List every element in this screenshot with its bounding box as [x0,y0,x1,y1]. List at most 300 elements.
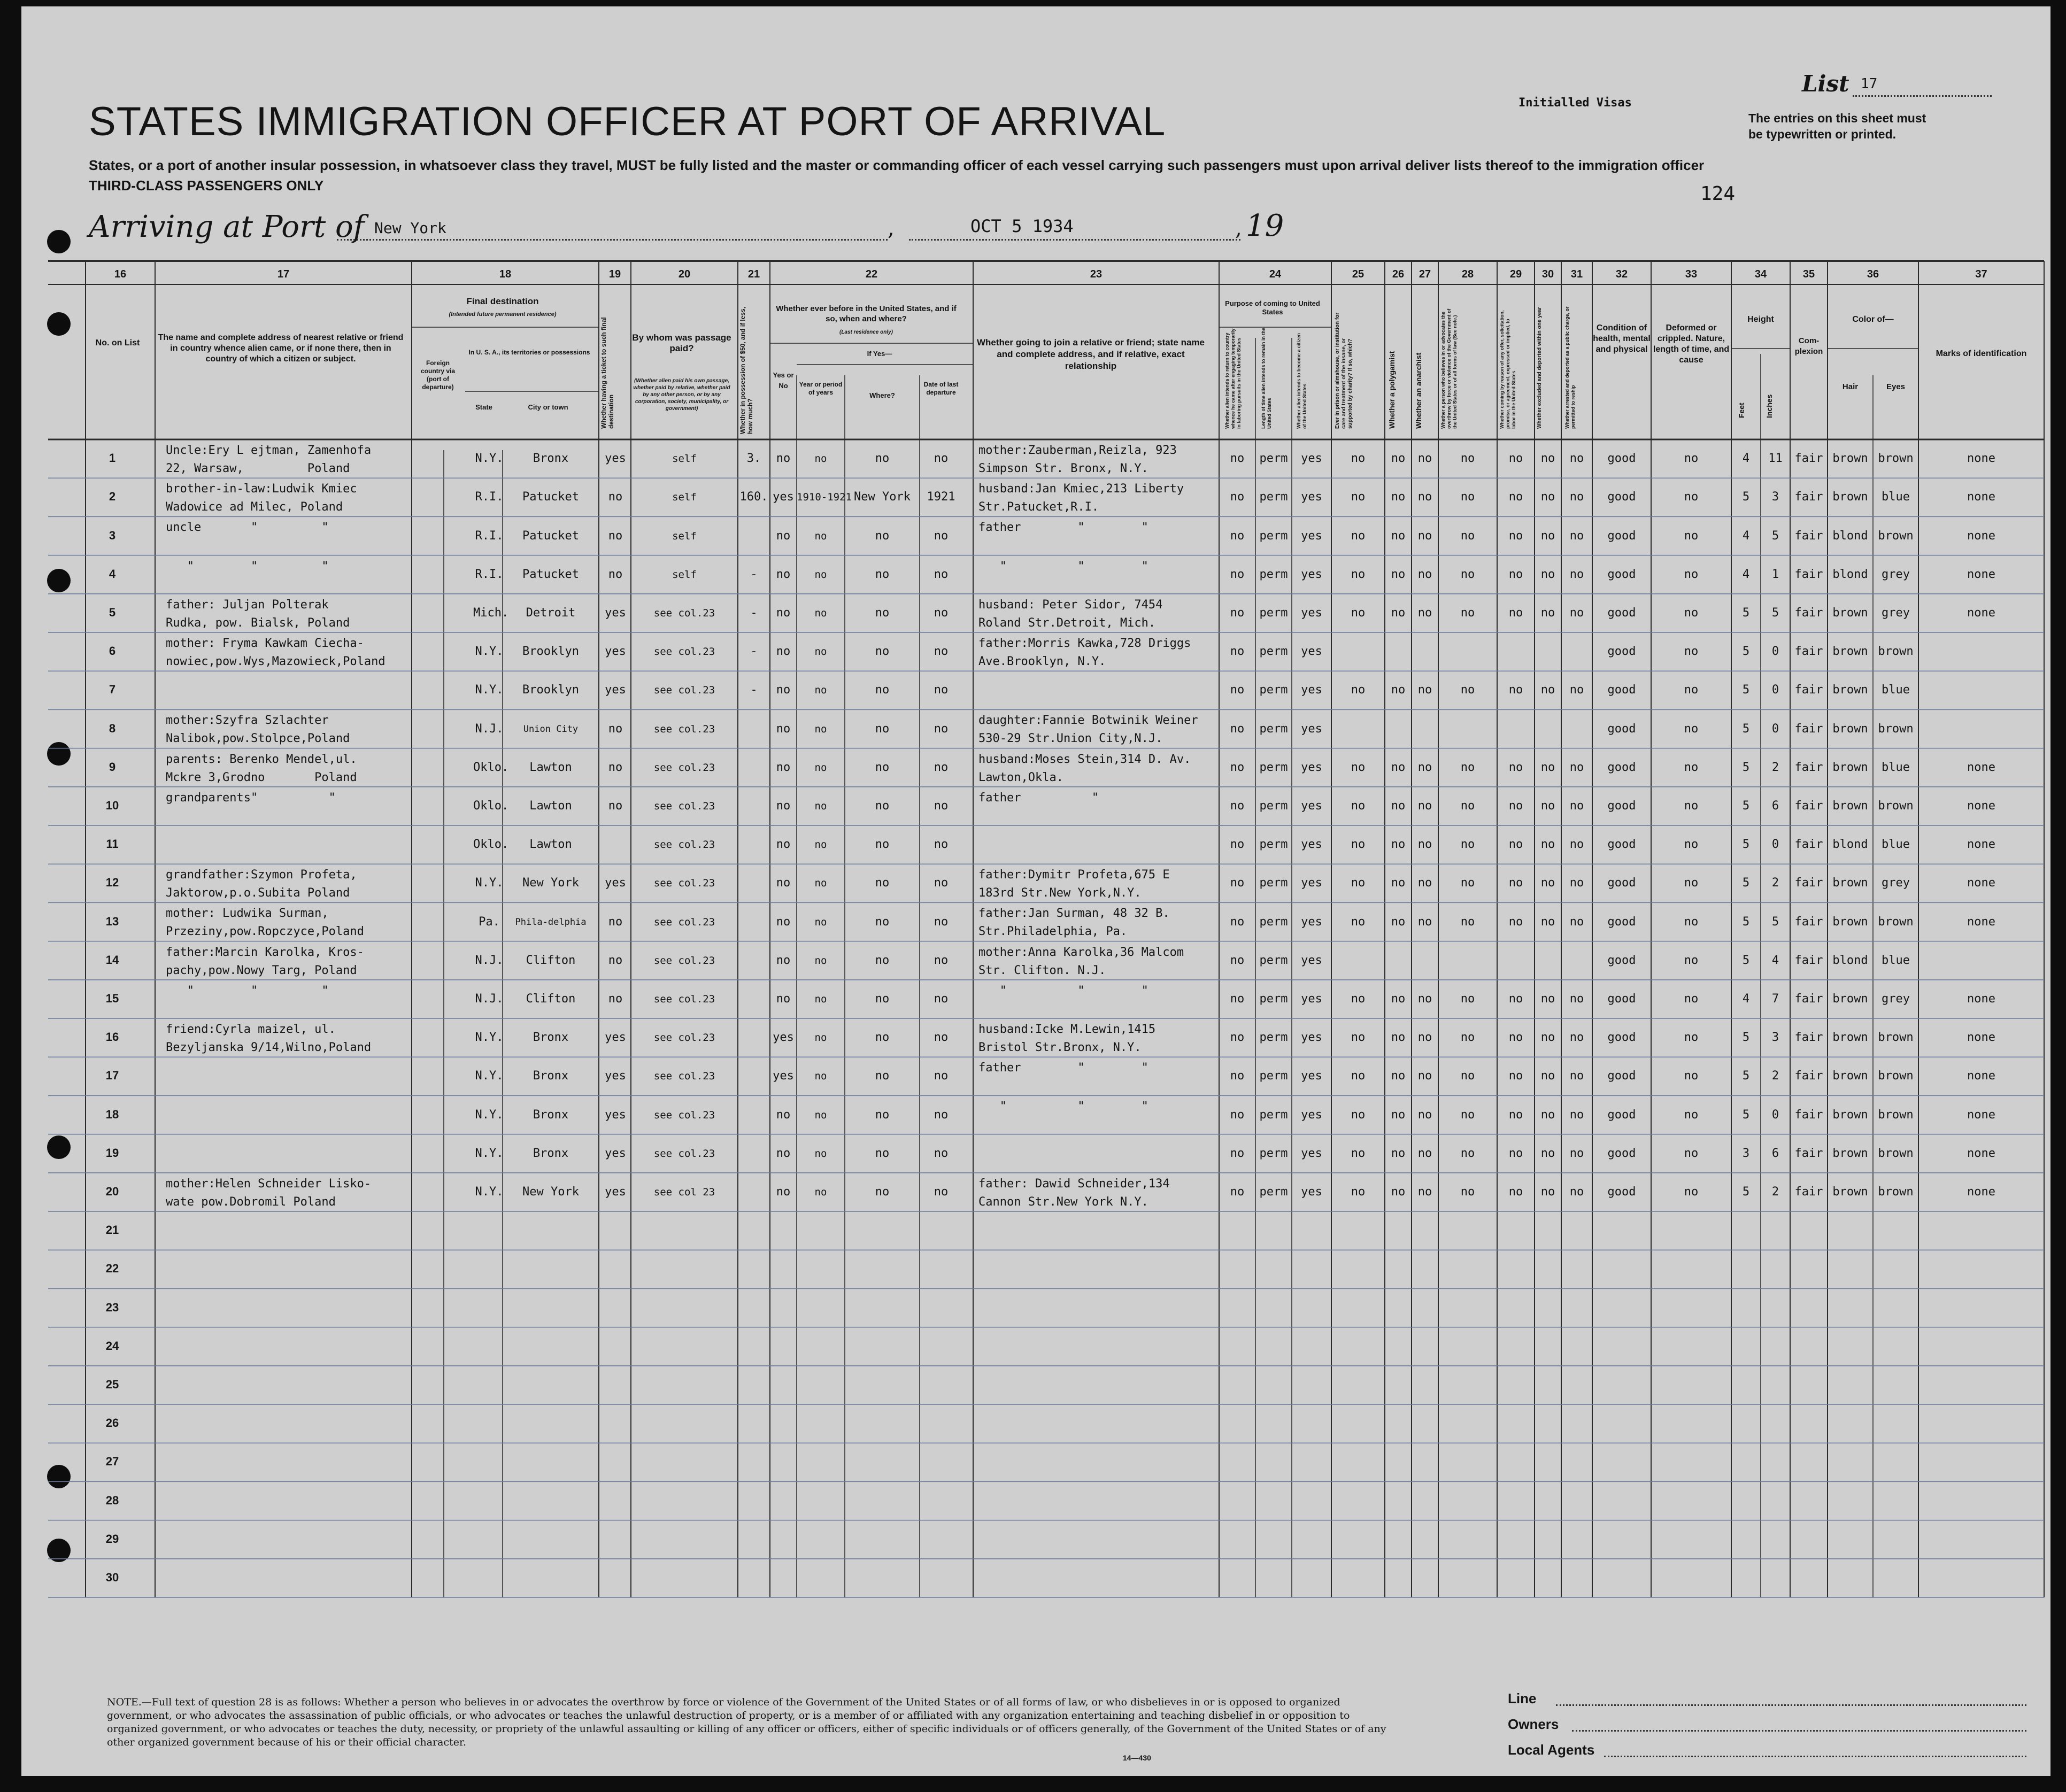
cell-feet: 4 [1742,529,1750,543]
cell-dep: no [934,567,949,581]
cell-len: perm [1259,529,1288,543]
cell-len: perm [1259,645,1288,659]
column-number: 30 [1541,268,1554,280]
cell-excl: no [1540,1146,1555,1160]
cell-over: no [1460,760,1475,774]
header-health: Condition of health, mental and physical [1593,323,1651,354]
cell-year: no [814,1070,827,1083]
cell-inches: 7 [1771,992,1779,1006]
cell-depo: no [1569,567,1584,581]
cell-ret: no [1230,992,1245,1006]
cell-inches: 0 [1771,683,1779,697]
cell-year: no [814,568,827,581]
cell-dep: no [934,876,949,890]
column-number: 22 [865,268,878,280]
cell-complexion: fair [1794,1031,1823,1045]
cell-rel2: Jaktorow,p.o.Subita Poland [166,886,350,900]
header-hair: Hair [1842,382,1859,391]
cell-hair: blond [1832,567,1868,581]
cell-health: good [1607,1108,1636,1122]
cell-offer: no [1508,490,1523,504]
cell-money: - [750,683,758,697]
cell-prison: no [1351,876,1366,890]
cell-deformed: no [1684,1031,1699,1045]
header-join-relative: Whether going to join a relative or friend; state name and complete address, and if relative, exact relationship [976,337,1205,371]
cell-anar: no [1417,452,1432,466]
cell-len: perm [1259,1185,1288,1199]
header-ever-before-sub: (Last residence only) [839,329,893,335]
cell-deformed: no [1684,567,1699,581]
cell-health: good [1607,567,1636,581]
cell-anar: no [1417,1185,1432,1199]
cell-anar: no [1417,606,1432,620]
cell-state: Mich. [473,606,509,620]
cell-join1: husband:Moses Stein,314 D. Av. [978,752,1191,766]
cell-deformed: no [1684,490,1699,504]
cell-join1: father:Dymitr Profeta,675 E [978,868,1170,882]
cell-complexion: fair [1794,490,1823,504]
cell-health: good [1607,838,1636,852]
cell-year: no [814,839,827,851]
cell-deformed: no [1684,760,1699,774]
cell-offer: no [1508,760,1523,774]
cell-hair: brown [1832,1108,1868,1122]
cell-paid: see col.23 [653,1147,715,1160]
cell-over: no [1460,992,1475,1006]
cell-excl: no [1540,452,1555,466]
cell-health: good [1607,1146,1636,1160]
cell-ever: no [776,876,791,890]
cell-dep: no [934,1185,949,1199]
cell-eyes: grey [1882,606,1910,620]
header-excluded: Whether excluded and deported within one year [1537,307,1543,429]
cell-health: good [1607,529,1636,543]
cell-paid: see col.23 [653,993,715,1005]
cell-join1: husband:Icke M.Lewin,1415 [978,1023,1156,1036]
cell-state: R.I. [475,490,504,504]
cell-len: perm [1259,567,1288,581]
cell-where: no [875,683,890,697]
header-date-departure: Date of last departure [923,381,959,396]
cell-marks: none [1967,1185,1995,1199]
cell-complexion: fair [1794,992,1823,1006]
cell-inches: 2 [1771,1069,1779,1083]
column-number: 23 [1090,268,1103,280]
cell-feet: 5 [1742,1031,1750,1045]
cell-paid: self [672,453,697,465]
cell-excl: no [1540,683,1555,697]
cell-cit: yes [1301,1185,1322,1199]
cell-eyes: brown [1878,645,1914,659]
cell-anar: no [1417,992,1432,1006]
cell-poly: no [1391,1108,1406,1122]
cell-poly: no [1391,760,1406,774]
cell-offer: no [1508,1031,1523,1045]
cell-rel1: mother:Szyfra Szlachter [166,714,329,728]
legal-line: States, or a port of another insular possession, in whatsoever class they travel, MUST be fully listed and the master or commanding officer of each vessel carrying such passengers must upon arrival deliver lists thereof to the immigration officer [89,157,1705,173]
cell-over: no [1460,838,1475,852]
cell-marks: none [1967,1031,1995,1045]
cell-paid: see col.23 [653,1109,715,1121]
cell-prison: no [1351,606,1366,620]
cell-prison: no [1351,992,1366,1006]
cell-complexion: fair [1794,1108,1823,1122]
cell-year: no [814,1186,827,1198]
cell-complexion: fair [1794,683,1823,697]
cell-eyes: brown [1878,1185,1914,1199]
cell-paid: see col.23 [653,877,715,890]
cell-year: no [814,1109,827,1121]
cell-dep: no [934,722,949,736]
cell-complexion: fair [1794,722,1823,736]
cell-cit: yes [1301,838,1322,852]
cell-len: perm [1259,1108,1288,1122]
cell-where: no [875,529,890,543]
cell-join1: " " " [978,984,1148,998]
column-number: 24 [1269,268,1282,280]
column-number: 32 [1615,268,1628,280]
row-number: 6 [109,644,116,658]
cell-ret: no [1230,606,1245,620]
cell-prison: no [1351,1146,1366,1160]
column-number: 20 [678,268,691,280]
cell-state: N.Y. [475,1185,504,1199]
cell-prison: no [1351,760,1366,774]
cell-rel1: " " " [166,984,329,998]
header-eyes: Eyes [1886,382,1906,391]
cell-poly: no [1391,606,1406,620]
cell-inches: 4 [1771,953,1779,967]
row-number: 21 [105,1223,119,1237]
header-polygamist: Whether a polygamist [1387,351,1396,429]
cell-over: no [1460,683,1475,697]
column-number: 17 [277,268,290,280]
cell-inches: 2 [1771,1185,1779,1199]
cell-join2: Str.Patucket,R.I. [978,500,1099,514]
cell-ever: no [776,722,791,736]
cell-rel1: father: Juljan Polterak [166,598,329,612]
cell-marks: none [1967,567,1995,581]
cell-rel1: mother: Ludwika Surman, [166,907,329,921]
cell-where: no [875,953,890,967]
cell-paid: see col.23 [653,1070,715,1083]
cell-city: Clifton [526,953,576,967]
cell-hair: brown [1832,1185,1868,1199]
cell-year: no [814,1032,827,1044]
cell-dep: no [934,1146,949,1160]
cell-health: good [1607,645,1636,659]
cell-ever: no [776,645,791,659]
cell-ret: no [1230,645,1245,659]
cell-where: no [875,1146,890,1160]
cell-poly: no [1391,1185,1406,1199]
cell-ret: no [1230,1146,1245,1160]
cell-eyes: brown [1878,1108,1914,1122]
header-state: State [475,403,492,411]
cell-cit: yes [1301,1146,1322,1160]
cell-state: N.Y. [475,876,504,890]
cell-state: N.Y. [475,1108,504,1122]
cell-year: no [814,1147,827,1160]
row-number: 29 [105,1532,119,1546]
cell-len: perm [1259,915,1288,929]
cell-complexion: fair [1794,567,1823,581]
column-number: 34 [1754,268,1767,280]
cell-ever: yes [773,490,794,504]
cell-poly: no [1391,1146,1406,1160]
cell-eyes: brown [1878,1069,1914,1083]
cell-rel1: parents: Berenko Mendel,ul. [166,752,357,766]
cell-ever: no [776,953,791,967]
cell-eyes: brown [1878,1031,1914,1045]
header-height: Height [1747,315,1774,324]
cell-ticket: yes [605,1069,626,1083]
date-stamp: OCT 5 1934 [970,216,1074,236]
cell-poly: no [1391,799,1406,813]
cell-health: good [1607,1185,1636,1199]
cell-paid: see col.23 [653,1032,715,1044]
cell-health: good [1607,992,1636,1006]
header-inches: Inches [1765,394,1774,418]
cell-offer: no [1508,1108,1523,1122]
cell-hair: brown [1832,683,1868,697]
cell-where: no [875,1185,890,1199]
cell-year: no [814,954,827,967]
header-marks: Marks of identification [1936,349,2027,358]
cell-len: perm [1259,606,1288,620]
cell-city: Lawton [529,799,572,813]
cell-ticket: yes [605,645,626,659]
cell-len: perm [1259,838,1288,852]
cell-where: no [875,606,890,620]
cell-prison: no [1351,567,1366,581]
row-number: 20 [105,1184,119,1198]
cell-where: no [875,645,890,659]
class-line: THIRD-CLASS PASSENGERS ONLY [89,177,324,194]
cell-hair: brown [1832,915,1868,929]
page-title: STATES IMMIGRATION OFFICER AT PORT OF ARRIVAL [89,99,1166,144]
cell-feet: 5 [1742,915,1750,929]
cell-len: perm [1259,760,1288,774]
cell-ret: no [1230,953,1245,967]
cell-cit: yes [1301,876,1322,890]
cell-dep: no [934,838,949,852]
cell-state: Oklo. [473,760,509,774]
cell-dep: no [934,953,949,967]
cell-deformed: no [1684,452,1699,466]
entries-note: be typewritten or printed. [1748,127,1897,141]
header-in-usa: In U. S. A., its territories or possessions [468,349,590,356]
cell-ret: no [1230,1031,1245,1045]
cell-len: perm [1259,992,1288,1006]
cell-ret: no [1230,1108,1245,1122]
cell-city: Clifton [526,992,576,1006]
cell-poly: no [1391,529,1406,543]
cell-year: 1910-1921 [797,491,852,504]
cell-offer: no [1508,683,1523,697]
cell-feet: 5 [1742,683,1750,697]
cell-paid: see col.23 [653,800,715,812]
cell-depo: no [1569,799,1584,813]
cell-feet: 5 [1742,1185,1750,1199]
cell-rel1: mother: Fryma Kawkam Ciecha- [166,637,364,650]
cell-prison: no [1351,838,1366,852]
cell-year: no [814,877,827,890]
cell-feet: 5 [1742,760,1750,774]
header-arrested: Whether arrested and deported as a public charge, or permitted to reship [1564,306,1576,429]
cell-marks: none [1967,992,1995,1006]
cell-ever: no [776,992,791,1006]
cell-ticket: yes [605,452,626,466]
cell-excl: no [1540,1069,1555,1083]
header-prison: Ever in prison or almshouse, or institution for care and treatment of the insane, or supported by charity? If so, which? [1335,312,1353,429]
cell-over: no [1460,915,1475,929]
cell-anar: no [1417,1108,1432,1122]
cell-join2: Str. Clifton. N.J. [978,963,1106,977]
header-purpose: Purpose of coming to United States [1225,299,1320,316]
cell-state: R.I. [475,567,504,581]
column-number: 16 [114,268,127,280]
cell-feet: 4 [1742,567,1750,581]
cell-join1: mother:Zauberman,Reizla, 923 [978,444,1177,457]
cell-depo: no [1569,1108,1584,1122]
row-number: 15 [105,991,119,1005]
cell-prison: no [1351,529,1366,543]
cell-health: good [1607,1031,1636,1045]
cell-depo: no [1569,529,1584,543]
cell-prison: no [1351,915,1366,929]
sheet-number: 124 [1700,183,1736,205]
cell-state: N.Y. [475,645,504,659]
cell-join1: husband: Peter Sidor, 7454 [978,598,1163,612]
cell-rel2: Nalibok,pow.Stolpce,Poland [166,732,350,746]
cell-ever: no [776,606,791,620]
cell-complexion: fair [1794,953,1823,967]
cell-hair: brown [1832,722,1868,736]
cell-deformed: no [1684,1185,1699,1199]
cell-dep: no [934,606,949,620]
cell-city: Phila-delphia [515,916,587,928]
cell-state: N.J. [475,722,504,736]
cell-ticket: yes [605,1108,626,1122]
cell-offer: no [1508,606,1523,620]
cell-over: no [1460,606,1475,620]
cell-year: no [814,800,827,812]
cell-year: no [814,607,827,619]
row-number: 2 [109,490,116,504]
cell-join2: 183rd Str.New York,N.Y. [978,886,1142,900]
cell-where: no [875,799,890,813]
cell-hair: blond [1832,838,1868,852]
cell-prison: no [1351,452,1366,466]
cell-feet: 5 [1742,1108,1750,1122]
row-number: 14 [105,953,119,967]
cell-rel1: " " " [166,559,329,573]
column-number: 29 [1509,268,1522,280]
cell-ticket: yes [605,1146,626,1160]
row-number: 3 [109,528,116,542]
cell-depo: no [1569,683,1584,697]
header-anarchist: Whether an anarchist [1414,352,1423,429]
cell-cit: yes [1301,1108,1322,1122]
cell-len: perm [1259,876,1288,890]
cell-ret: no [1230,915,1245,929]
cell-complexion: fair [1794,915,1823,929]
cell-over: no [1460,1108,1475,1122]
cell-ever: no [776,1185,791,1199]
cell-cit: yes [1301,799,1322,813]
cell-health: good [1607,876,1636,890]
cell-marks: none [1967,760,1995,774]
cell-offer: no [1508,876,1523,890]
cell-offer: no [1508,1185,1523,1199]
cell-city: Lawton [529,760,572,774]
cell-feet: 3 [1742,1146,1750,1160]
header-final-destination-sub: (Intended future permanent residence) [449,311,557,318]
cell-hair: brown [1832,452,1868,466]
year-prefix: 19 [1246,208,1284,243]
column-number: 18 [499,268,512,280]
cell-where: New York [854,490,911,504]
cell-rel1: mother:Helen Schneider Lisko- [166,1177,372,1191]
column-number: 36 [1867,268,1879,280]
cell-rel2: Rudka, pow. Bialsk, Poland [166,616,350,630]
cell-paid: see col.23 [653,646,715,658]
cell-offer: no [1508,529,1523,543]
cell-ret: no [1230,567,1245,581]
cell-eyes: brown [1878,1146,1914,1160]
cell-state: N.Y. [475,452,504,466]
cell-dep: no [934,645,949,659]
cell-dep: no [934,1108,949,1122]
cell-ret: no [1230,1069,1245,1083]
cell-eyes: brown [1878,799,1914,813]
cell-cit: yes [1301,953,1322,967]
cell-ever: no [776,838,791,852]
cell-len: perm [1259,722,1288,736]
cell-offer: no [1508,838,1523,852]
cell-complexion: fair [1794,1185,1823,1199]
cell-excl: no [1540,1185,1555,1199]
cell-state: Pa. [479,915,500,929]
header-where: Where? [869,391,895,399]
cell-where: no [875,915,890,929]
row-number: 7 [109,683,116,697]
cell-depo: no [1569,452,1584,466]
cell-poly: no [1391,1069,1406,1083]
cell-anar: no [1417,1031,1432,1045]
cell-money: - [750,645,758,659]
cell-eyes: blue [1882,490,1910,504]
cell-excl: no [1540,1108,1555,1122]
cell-ever: no [776,1146,791,1160]
cell-depo: no [1569,490,1584,504]
cell-inches: 6 [1771,1146,1779,1160]
cell-join2: Str.Philadelphia, Pa. [978,925,1128,939]
cell-ever: no [776,529,791,543]
cell-ret: no [1230,760,1245,774]
row-number: 24 [105,1339,119,1353]
cell-ticket: no [608,915,623,929]
cell-offer: no [1508,452,1523,466]
header-if-yes: If Yes— [867,350,892,358]
header-city: City or town [528,403,568,411]
manifest-sheet: STATES IMMIGRATION OFFICER AT PORT OF ARRIVAL States, or a port of another insular possession, in whatsoever class they travel, MUST be fully listed and the master or commanding officer of each vessel carrying such passengers must upon arrival deliver lists thereof to the immigration officer THIRD-CLASS PASSENGERS ONLY Arriving at Port of New York , OCT 5 1934 , 19 Initialled Visas List 17 The entries on this sheet must be typewritten or printed. 124 16 17 18 19 20 21 22 23 24 25 26 27 28 29 30 31 32 33 34 35 36 37 No. on List The name and complete address of nearest relative or friend in country whence alien came, or if none there, then in country of which a citizen or subject. Final destination (Intended future permanent residence) Foreign country via (port of departure) In U. S. A., its territories or possessions State City or town Whether having a ticket to such final destination By whom was passage paid? (Whether alien paid his own passage, whether paid by relative, whether paid by any other person, or by any corporation, society, municipality, or government) Whether in possession of $50, and if less, how much? Whether ever before in the United States, and if so, when and where? (Last residence only) Yes or No If Yes— Year or period of years Where? Date of last departure Whether going to join a relative or friend; state name and complete address, and if relative, exact relationship Purpose of coming to United States Whether alien intends to return to country whence he came after engaging temporarily in laboring pursuits in the United States Length of time alien intends to remain in the United States Whether alien intends to become a citizen of the United States Ever in prison or almshouse, or institution for care and treatment of the insane, or supported by charity? If so, which? Whether a polygamist Whether an anarchist Whether a person who believes in or advocates the overthrow by force or violence of the Government of the United States or of all forms of law (See note.) Whether coming by reason of any offer, solicitation, promise, or agreement, expressed or implied, to labor in the United States Whether excluded and deported within one year Whether arrested and deported as a public charge, or permitted to reship Condition of health, mental and physical Deformed or crippled. Nature, length of time, and cause Height Feet Inches Com- plexion Color of— Hair Eyes Marks of identification 1 Uncle:Ery L ejtman, Zamenhofa 22, Warsaw, Poland N.Y. Bronx yes self 3. no no no no mother:Zauberman,Reizla, 923 Simpson Str. Bronx, N.Y. no perm yes no no no no no no no good no 4 11 fair brown brown none 2 brother-in-law:Ludwik Kmiec Wadowice ad Milec, Poland R.I. Patucket no self 160. yes 1910-1921 New York 1921 husband:Jan Kmiec,213 Liberty Str.Patucket,R.I. no perm yes no no no no no no no good no 5 3 fair brown blue none 3 uncle " " R.I. Patucket no self no no no no father " " no perm yes no no no no no no no good no 4 5 fair blond brown none 4 " " " R.I. Patucket no self - no no no no " " " no perm yes no no no no no no no good no 4 1 fair blond grey none 5 father: Juljan Polterak Rudka, pow. Bialsk, Poland Mich. Detroit yes see col.23 - no no no no husband: Peter Sidor, 7454 Roland Str.Detroit, Mich. no perm yes no no no no no no no good no 5 5 fair brown grey none 6 mother: Fryma Kawkam Ciecha- nowiec,pow.Wys,Mazowieck,Poland N.Y. Brooklyn yes see col.23 - no no no no father:Morris Kawka,728 Driggs Ave.Brooklyn, N.Y. no perm yes good no 5 0 fair brown brown 7 N.Y. Brooklyn yes see col.23 - no no no no no perm yes no no no no no no no good no 5 0 fair brown blue 8 mother:Szyfra Szlachter Nalibok,pow.Stolpce,Poland N.J. Union City no see col.23 no no no no daughter:Fannie Botwinik Weiner 530-29 Str.Union City,N.J. no perm yes good no 5 0 fair brown brown 9 parents: Berenko Mendel,ul. Mckre 3,Grodno Poland Oklo. Lawton no see col.23 no no no no husband:Moses Stein,314 D. Av. Lawton,Okla. no perm yes no no no no no no no good no 5 2 fair brown blue none 10 grandparents" " Oklo. Lawton no see col.23 no no no no father " no perm yes no no no no no no no good no 5 6 fair brown brown none 11 Oklo. Lawton see col.23 no no no no no perm yes no no no no no no no good no 5 0 fair blond blue none 12 grandfather:Szymon Profeta, Jaktorow,p.o.Subita Poland N.Y. New York yes see col.23 no no no no father:Dymitr Profeta,675 E 183rd Str.New York,N.Y. no perm yes no no no no no no no good no 5 2 fair brown grey none 13 mother: Ludwika Surman, Przeziny,pow.Ropczyce,Poland Pa. Phila-delphia no see col.23 no no no no father:Jan Surman, 48 32 B. Str.Philadelphia, Pa. no perm yes no no no no no no no good no 5 5 fair brown brown none 14 father:Marcin Karolka, Kros- pachy,pow.Nowy Targ, Poland N.J. Clifton no see col.23 no no no no mother:Anna Karolka,36 Malcom Str. Clifton. N.J. no perm yes good no 5 4 fair blond blue 15 " " " N.J. Clifton no see col.23 no no no no " " " no perm yes no no no no no no no good no 4 7 fair brown grey none 16 friend:Cyrla maizel, ul. Bezyljanska 9/14,Wilno,Poland N.Y. Bronx yes see col.23 yes no no no husband:Icke M.Lewin,1415 Bristol Str.Bronx, N.Y. no perm yes no no no no no no no good no 5 3 fair brown brown none 17 N.Y. Bronx yes see col.23 yes no no no father " " no perm yes no no no no no no no good no 5 2 fair brown brown none 18 N.Y. Bronx yes see col.23 no no no no " " " no perm yes no no no no no no no good no 5 0 fair brown brown none 19 N.Y. Bronx yes see col.23 no no no no no perm yes no no no no no no no good no 3 6 fair brown brown none 20 mother:Helen Schneider Lisko- wate pow.Dobromil Poland N.Y. New York yes see col 23 no no no no father: Dawid Schneider,134 Cannon Str.New York N.Y. no perm yes no no no no no no no good no 5 2 fair brown brown none 21 22 23 24 25 26 27 28 29 30 NOTE.—Full text of question 28 is as follows: Whether a person who believes in or advocates the overthrow by force or violence of the Government of the United States or of all forms of law, or who disbelieves in or is opposed to organized government, or who advocates the assassination of public officials, or who advocates or teaches the unlawful destruction of property, or is a member of or affiliated with any organization entertaining and teaching disbelief in or opposition to organized government, or who advocates or teaches the duty, necessity, or propriety of the unlawful assaulting or killing of any officer or officers, either of specific individuals or of officers generally, of the Government of the United States or of any other organized government because of his or their official character. 14—430 Line Owners Local Agents [21,6,2050,1776]
cell-state: N.Y. [475,683,504,697]
row-number: 22 [105,1262,119,1276]
cell-eyes: blue [1882,953,1910,967]
cell-complexion: fair [1794,760,1823,774]
